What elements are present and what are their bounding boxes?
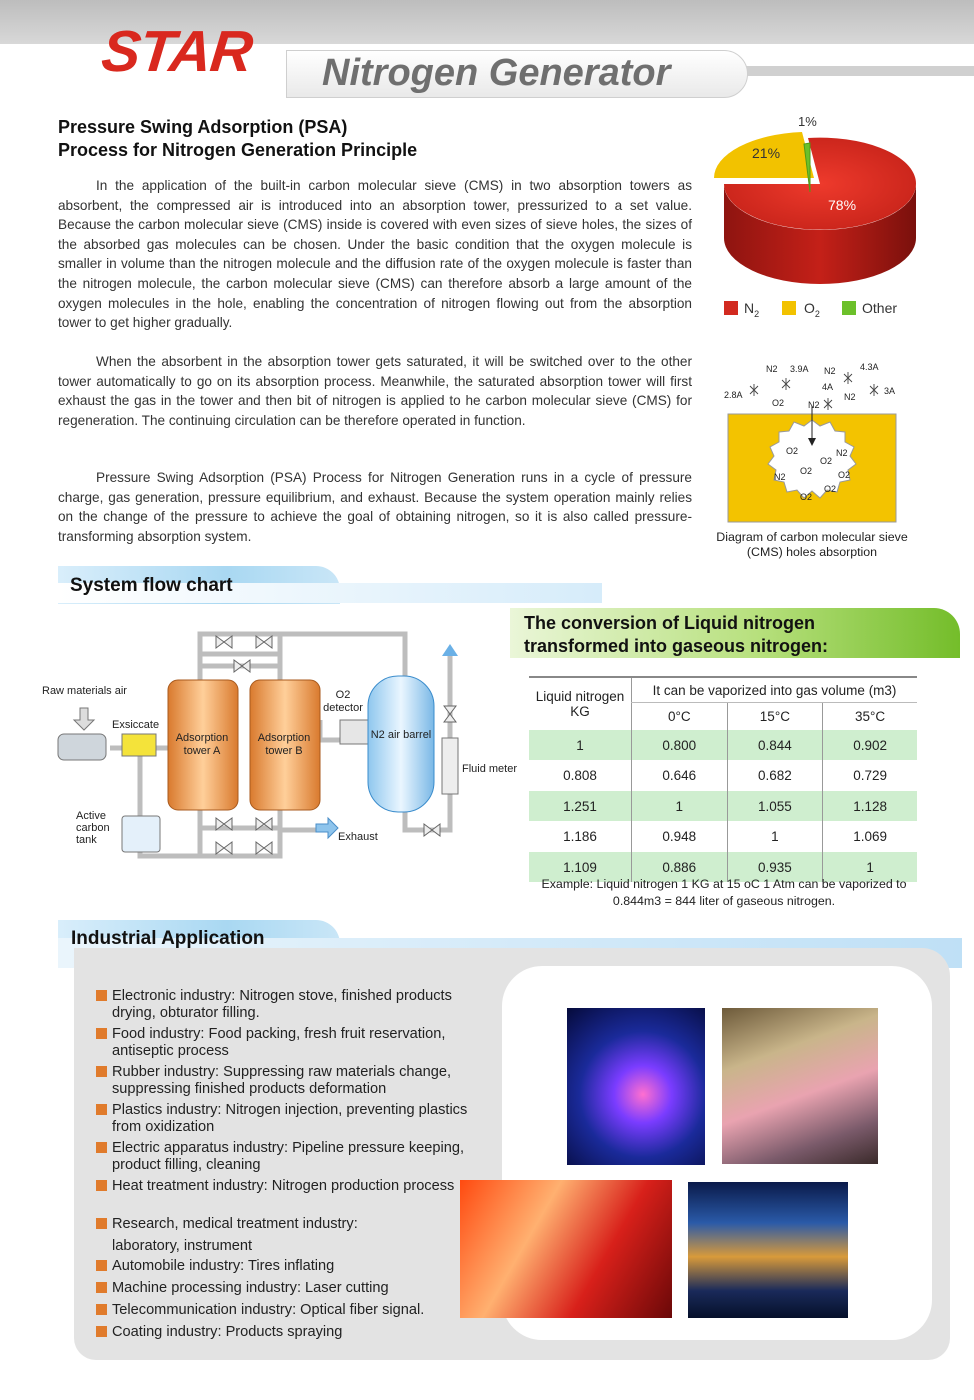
- col-temp: 0°C: [632, 703, 728, 731]
- psa-paragraph: In the application of the built-in carbon molecular sieve (CMS) in two absorption towers as absorbent, the compressed air is introduced into an absorption tower, pressurized to a set value. Because the carbon molecular sieve (CMS) inside is covered with even sizes of sieve holes, the sizes of the absorbed gas molecules can be chosen. Under the basic condition that the oxygen molecule is smaller in volume than the nitrogen molecule and the diffusion rate of the oxygen molecule is faster than the nitrogen molecule, the carbon molecular sieve (CMS) can therefore absorb a large amount of the oxygen molecules in the hole, enabling the concentration of nitrogen flowing out from the absorption tower to get higher gradually.: [58, 178, 692, 331]
- legend-o2: $O_2$: [804, 300, 820, 319]
- cms-label: O2: [786, 446, 799, 456]
- bullet-square-icon: [96, 1282, 107, 1293]
- tower-a-label: Adsorption tower A: [175, 732, 229, 757]
- tower-b-label: Adsorption tower B: [257, 732, 311, 757]
- list-item: Food industry: Food packing, fresh fruit reservation, antiseptic process: [96, 1026, 476, 1060]
- cms-label: N2: [824, 366, 836, 376]
- legend-swatch-n2: [724, 301, 738, 315]
- bullet-square-icon: [96, 1326, 107, 1337]
- cms-label: N2: [836, 448, 848, 458]
- table-cell: 1: [632, 791, 728, 821]
- table-cell: 0.646: [632, 760, 728, 791]
- table-cell: 0.948: [632, 821, 728, 852]
- cms-label: N2: [774, 472, 786, 482]
- cms-label: O2: [800, 466, 813, 476]
- photo-laboratory: [722, 1008, 878, 1164]
- table-cell: 0.729: [823, 760, 917, 791]
- psa-title: Pressure Swing Adsorption (PSA) Process for Nitrogen Generation Principle: [58, 117, 418, 160]
- cms-label: O2: [800, 492, 813, 502]
- list-item: Plastics industry: Nitrogen injection, preventing plastics from oxidization: [96, 1102, 476, 1136]
- o2-detector: [340, 720, 370, 744]
- table-cell: 0.844: [727, 730, 823, 760]
- table-cell: 1: [727, 821, 823, 852]
- table-cell: 1: [823, 852, 917, 882]
- bullet-square-icon: [96, 1304, 107, 1315]
- pie-label-1: 1%: [798, 114, 817, 129]
- fluid-meter: [442, 738, 458, 794]
- fluid-meter-label: Fluid meter: [462, 763, 518, 775]
- cms-label: 4A: [822, 382, 834, 392]
- header-stripe: [740, 66, 974, 76]
- conversion-note: Example: Liquid nitrogen 1 KG at 15 oC 1 Atm can be vaporized to 0.844m3 = 844 liter of gaseous nitrogen.: [541, 877, 907, 908]
- table-cell: 1.055: [727, 791, 823, 821]
- table-cell: 0.902: [823, 730, 917, 760]
- bullet-square-icon: [96, 1142, 107, 1153]
- legend-n2: $N_2$: [744, 300, 760, 319]
- list-item: Research, medical treatment industry:: [96, 1216, 476, 1233]
- brand-logo: STAR: [98, 19, 256, 84]
- cms-label: O2: [820, 456, 833, 466]
- list-item: Automobile industry: Tires inflating: [96, 1258, 476, 1275]
- list-item: Machine processing industry: Laser cutting: [96, 1280, 476, 1297]
- legend-swatch-other: [842, 301, 856, 315]
- list-item: Coating industry: Products spraying: [96, 1324, 476, 1341]
- list-item: Heat treatment industry: Nitrogen production process: [96, 1178, 476, 1195]
- bullet-square-icon: [96, 990, 107, 1001]
- table-cell: 0.808: [563, 768, 597, 783]
- list-item: Rubber industry: Suppressing raw materials change, suppressing finished products deformation: [96, 1064, 476, 1098]
- raw-air-label: Raw materials air: [42, 685, 127, 697]
- cms-label: N2: [766, 364, 778, 374]
- bullet-square-icon: [96, 1028, 107, 1039]
- cms-label: N2: [808, 400, 820, 410]
- list-item: Electronic industry: Nitrogen stove, finished products drying, obturator filling.: [96, 988, 476, 1022]
- page-title: Nitrogen Generator: [322, 52, 671, 94]
- col-kg: Liquid nitrogen KG: [529, 677, 632, 730]
- table-cell: 0.886: [632, 852, 728, 882]
- flow-chart-title: System flow chart: [70, 575, 233, 596]
- legend-other: Other: [862, 300, 898, 316]
- cms-diagram: [720, 360, 910, 526]
- bullet-square-icon: [96, 1104, 107, 1115]
- photo-electronics: [688, 1182, 848, 1318]
- active-carbon-tank: [122, 816, 160, 852]
- exsiccate-unit: [122, 734, 156, 756]
- active-carbon-label: Active carbon tank: [76, 810, 110, 846]
- table-cell: 1.186: [563, 829, 597, 844]
- psa-paragraph: When the absorbent in the absorption tower gets saturated, it will be switched over to the other tower automatically to go on its absorption process. Meanwhile, the saturated absorption tower will first exhaust the gas in the tower and then bit of nitrogen is applied to he carbon molecular sieve (CMS) for regeneration. The continuing circulation can be therefore operated in function.: [58, 354, 692, 428]
- bullet-square-icon: [96, 1260, 107, 1271]
- table-cell: 0.682: [727, 760, 823, 791]
- industrial-title: Industrial Application: [71, 928, 265, 949]
- col-temp: 15°C: [727, 703, 823, 731]
- raw-air-arrow: [74, 708, 94, 730]
- list-item: Electric apparatus industry: Pipeline pressure keeping, product filling, cleaning: [96, 1140, 476, 1174]
- cms-label: 4.3A: [860, 362, 879, 372]
- bullet-square-icon: [96, 1180, 107, 1191]
- cms-label: N2: [844, 392, 856, 402]
- col-temp: 35°C: [823, 703, 917, 731]
- cms-caption: Diagram of carbon molecular sieve (CMS) holes absorption: [716, 530, 908, 559]
- table-row: [529, 760, 917, 791]
- legend-swatch-o2: [782, 301, 796, 315]
- table-cell: 0.800: [632, 730, 728, 760]
- pie-label-78: 78%: [828, 197, 857, 213]
- list-item-continuation: laboratory, instrument: [112, 1238, 253, 1254]
- list-item: Telecommunication industry: Optical fiber signal.: [96, 1302, 476, 1319]
- conversion-table: [529, 676, 917, 882]
- table-cell: 1.251: [529, 791, 632, 821]
- exsiccate-label: Exsiccate: [112, 719, 160, 731]
- table-row: [529, 791, 917, 821]
- table-cell: 1.069: [823, 821, 917, 852]
- cms-label: 2.8A: [724, 390, 743, 400]
- table-row: [529, 821, 917, 852]
- n2-barrel-label: N2 air barrel: [370, 729, 432, 741]
- compressor: [58, 734, 106, 760]
- cms-label: 3.9A: [790, 364, 809, 374]
- output-arrow: [442, 644, 458, 656]
- air-composition-pie: [706, 110, 920, 300]
- o2-detector-label: O2 detector: [323, 689, 363, 714]
- bullet-square-icon: [96, 1218, 107, 1229]
- table-cell: 1.109: [529, 852, 632, 882]
- bullet-square-icon: [96, 1066, 107, 1077]
- cms-label: O2: [824, 484, 837, 494]
- conversion-title: The conversion of Liquid nitrogen transformed into gaseous nitrogen:: [524, 613, 829, 656]
- psa-paragraph: Pressure Swing Adsorption (PSA) Process for Nitrogen Generation runs in a cycle of pressure charge, gas generation, pressure equilibrium, and exhaust. Because the system operation mainly relies on the change of the pressure to achieve the goal of obtaining nitrogen, so it is also called pressure-transforming absorption system.: [58, 470, 692, 544]
- exhaust-arrow: [316, 818, 338, 838]
- pie-label-21: 21%: [752, 145, 781, 161]
- photo-heat-treatment: [460, 1180, 672, 1318]
- table-cell: 1: [529, 730, 632, 760]
- photo-optical-fiber: [567, 1008, 705, 1165]
- table-cell: 0.935: [727, 852, 823, 882]
- cms-label: O2: [838, 470, 851, 480]
- exhaust-label: Exhaust: [338, 831, 378, 843]
- cms-label: O2: [772, 398, 785, 408]
- table-cell: 1.128: [823, 791, 917, 821]
- table-row: [529, 730, 917, 760]
- cms-label: 3A: [884, 386, 896, 396]
- col-group: It can be vaporized into gas volume (m3): [632, 677, 918, 703]
- n2-barrel: [368, 676, 434, 812]
